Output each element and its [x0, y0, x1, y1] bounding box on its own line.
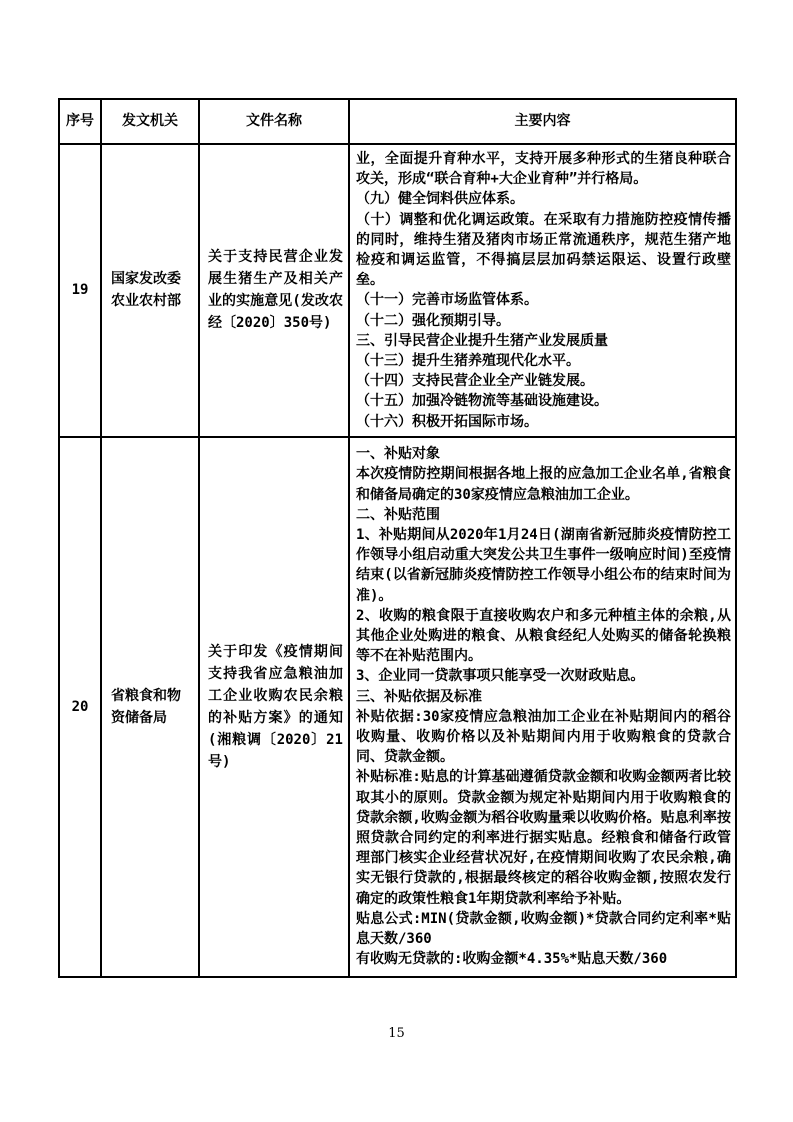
header-document-name: 文件名称 [199, 99, 349, 144]
content-paragraph: （十五）加强冷链物流等基础设施建设。 [356, 393, 608, 410]
issuing-agency [101, 144, 199, 437]
content-paragraph: 贴息公式:MIN(贷款金额,收购金额)*贷款合同约定利率*贴息天数/360 [356, 910, 731, 948]
document-name: 关于印发《疫情期间支持我省应急粮油加工企业收购农民余粮的补贴方案》的通知(湘粮调〔2020〕21号) [199, 437, 349, 977]
header-main-content: 主要内容 [349, 99, 736, 144]
page-number: 15 [388, 1026, 405, 1041]
content-paragraph: 1、补贴期间从2020年1月24日(湖南省新冠肺炎疫情防控工作领导小组启动重大突发公共卫生事件一级响应时间)至疫情结束(以省新冠肺炎疫情防控工作领导小组公布的结束时间为准)。 [356, 527, 731, 604]
table-row-20 [59, 437, 736, 977]
content-paragraph: 三、引导民营企业提升生猪产业发展质量 [356, 332, 608, 349]
content-paragraph: （十四）支持民营企业全产业链发展。 [356, 373, 594, 390]
main-content [349, 144, 736, 437]
content-paragraph: 2、收购的粮食限于直接收购农户和多元种植主体的余粮,从其他企业处购进的粮食、从粮食经纪人处购买的储备轮换粮等不在补贴范围内。 [356, 607, 731, 665]
content-paragraph: 本次疫情防控期间根据各地上报的应急加工企业名单,省粮食和储备局确定的30家疫情应急粮油加工企业。 [356, 466, 731, 503]
content-paragraph: （十一）完善市场监管体系。 [356, 292, 538, 309]
documents-table [58, 98, 737, 978]
content-paragraph: （九）健全饲料供应体系。 [356, 191, 524, 208]
content-paragraph: 二、补贴范围 [356, 506, 440, 523]
agency-line: 省粮食和物资储备局 [111, 687, 181, 726]
content-paragraph: 3、企业同一贷款事项只能享受一次财政贴息。 [356, 668, 645, 685]
content-paragraph: 补贴依据:30家疫情应急粮油加工企业在补贴期间内的稻谷收购量、收购价格以及补贴期间内用于收购粮食的贷款合同、贷款金额。 [356, 708, 731, 766]
content-paragraph: （十二）强化预期引导。 [356, 312, 510, 329]
table-row-19 [59, 144, 736, 437]
content-paragraph: 有收购无贷款的:收购金额*4.35%*贴息天数/360 [356, 951, 668, 968]
content-paragraph: （十）调整和优化调运政策。在采取有力措施防控疫情传播的同时，维持生猪及猪肉市场正常流通秩序，规范生猪产地检疫和调运监管，不得搞层层加码禁运限运、设置行政壁垒。 [356, 211, 731, 289]
agency-line: 国家发改委 [111, 271, 181, 288]
agency-line: 农业农村部 [111, 293, 181, 310]
main-content [349, 437, 736, 977]
content-paragraph: 补贴标准:贴息的计算基础遵循贷款金额和收购金额两者比较取其小的原则。贷款金额为规定补贴期间内用于收购粮食的贷款余额,收购金额为稻谷收购量乘以收购价格。贴息利率按照贷款合同约定的利率进行据实贴息。经粮食和储备行政管理部门核实企业经营状况好,在疫情期间收购了农民余粮,确实无银行贷款的,根据最终核定的稻谷收购金额,按照农发行确定的政策性粮食1年期贷款利率给予补贴。 [356, 769, 731, 907]
content-paragraph: 三、补贴依据及标准 [356, 688, 482, 705]
issuing-agency [101, 437, 199, 977]
content-paragraph: 业，全面提升育种水平，支持开展多种形式的生猪良种联合攻关，形成“联合育种+大企业育种”并行格局。 [356, 151, 731, 188]
table-header-row [59, 99, 736, 144]
document-name: 关于支持民营企业发展生猪生产及相关产业的实施意见(发改农经〔2020〕350号) [199, 144, 349, 437]
header-issuing-agency: 发文机关 [101, 99, 199, 144]
content-paragraph: （十三）提升生猪养殖现代化水平。 [356, 353, 580, 370]
header-serial-number: 序号 [59, 99, 101, 144]
serial-number: 20 [59, 437, 101, 977]
content-paragraph: （十六）积极开拓国际市场。 [356, 413, 538, 430]
serial-number: 19 [59, 144, 101, 437]
content-paragraph: 一、补贴对象 [356, 446, 440, 463]
